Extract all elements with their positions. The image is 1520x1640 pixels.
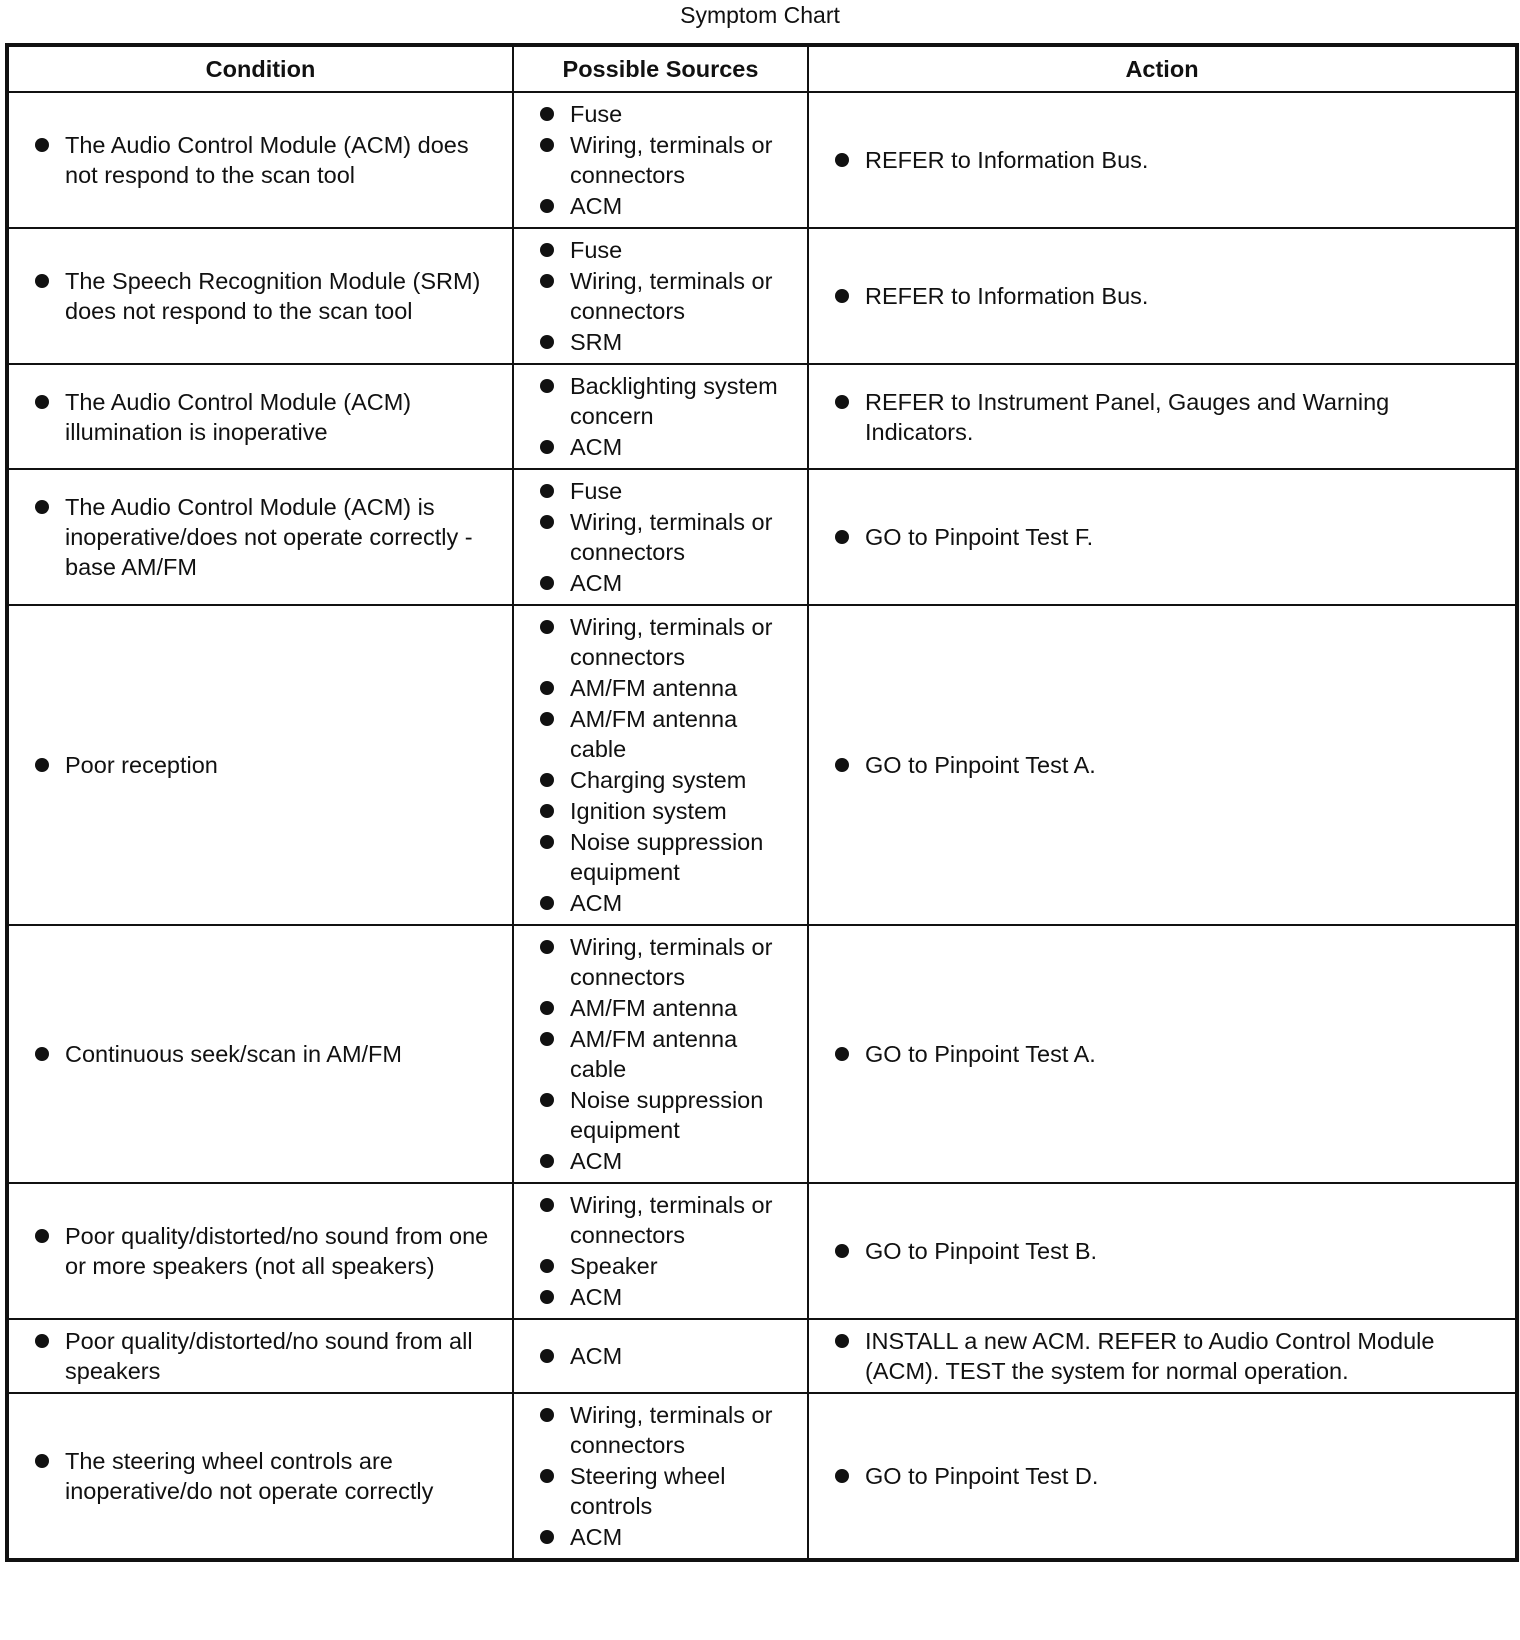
action-cell bbox=[808, 469, 1517, 605]
source-item: Charging system bbox=[536, 765, 795, 795]
source-item: Wiring, terminals or connectors bbox=[536, 1400, 795, 1460]
source-item: Wiring, terminals or connectors bbox=[536, 507, 795, 567]
action-item: GO to Pinpoint Test A. bbox=[831, 1039, 1503, 1069]
condition-list bbox=[31, 1039, 500, 1069]
sources-cell bbox=[513, 1393, 808, 1560]
source-item: Wiring, terminals or connectors bbox=[536, 1190, 795, 1250]
source-item: Wiring, terminals or connectors bbox=[536, 266, 795, 326]
source-item: ACM bbox=[536, 432, 795, 462]
sources-list bbox=[536, 235, 795, 357]
condition-cell bbox=[7, 228, 513, 364]
sources-list bbox=[536, 1190, 795, 1312]
condition-item: The Speech Recognition Module (SRM) does not respond to the scan tool bbox=[31, 266, 500, 326]
condition-cell bbox=[7, 1183, 513, 1319]
sources-cell bbox=[513, 925, 808, 1183]
table-row bbox=[7, 1393, 1517, 1560]
sources-list bbox=[536, 932, 795, 1176]
action-item: GO to Pinpoint Test B. bbox=[831, 1236, 1503, 1266]
condition-list bbox=[31, 750, 500, 780]
action-item: REFER to Instrument Panel, Gauges and Warning Indicators. bbox=[831, 387, 1503, 447]
action-list bbox=[831, 1461, 1503, 1491]
action-list bbox=[831, 387, 1503, 447]
source-item: AM/FM antenna bbox=[536, 993, 795, 1023]
table-row bbox=[7, 92, 1517, 228]
action-list bbox=[831, 1039, 1503, 1069]
condition-item: The steering wheel controls are inoperative/do not operate correctly bbox=[31, 1446, 500, 1506]
sources-cell bbox=[513, 92, 808, 228]
action-list bbox=[831, 1326, 1503, 1386]
condition-item: The Audio Control Module (ACM) illumination is inoperative bbox=[31, 387, 500, 447]
condition-list bbox=[31, 1326, 500, 1386]
sources-list bbox=[536, 1341, 795, 1371]
sources-cell bbox=[513, 364, 808, 469]
table-row bbox=[7, 228, 1517, 364]
table-row bbox=[7, 605, 1517, 925]
condition-cell bbox=[7, 469, 513, 605]
symptom-chart-table bbox=[5, 43, 1519, 1562]
action-item: REFER to Information Bus. bbox=[831, 281, 1503, 311]
source-item: ACM bbox=[536, 1522, 795, 1552]
header-row bbox=[7, 45, 1517, 92]
action-cell bbox=[808, 364, 1517, 469]
source-item: Wiring, terminals or connectors bbox=[536, 612, 795, 672]
condition-item: Poor reception bbox=[31, 750, 500, 780]
sources-list bbox=[536, 476, 795, 598]
action-cell bbox=[808, 1319, 1517, 1393]
sources-list bbox=[536, 371, 795, 462]
source-item: ACM bbox=[536, 568, 795, 598]
condition-cell bbox=[7, 605, 513, 925]
condition-item: Poor quality/distorted/no sound from one or more speakers (not all speakers) bbox=[31, 1221, 500, 1281]
action-cell bbox=[808, 228, 1517, 364]
condition-list bbox=[31, 266, 500, 326]
source-item: ACM bbox=[536, 191, 795, 221]
table-row bbox=[7, 364, 1517, 469]
condition-cell bbox=[7, 364, 513, 469]
condition-cell bbox=[7, 925, 513, 1183]
table-row bbox=[7, 1183, 1517, 1319]
sources-cell bbox=[513, 469, 808, 605]
sources-cell bbox=[513, 605, 808, 925]
action-item: REFER to Information Bus. bbox=[831, 145, 1503, 175]
source-item: Noise suppression equipment bbox=[536, 1085, 795, 1145]
condition-list bbox=[31, 1221, 500, 1281]
column-header-condition: Condition bbox=[7, 45, 513, 92]
condition-item: Continuous seek/scan in AM/FM bbox=[31, 1039, 500, 1069]
source-item: Steering wheel controls bbox=[536, 1461, 795, 1521]
condition-cell bbox=[7, 92, 513, 228]
condition-list bbox=[31, 387, 500, 447]
condition-item: The Audio Control Module (ACM) is inoperative/does not operate correctly - base AM/FM bbox=[31, 492, 500, 582]
condition-list bbox=[31, 130, 500, 190]
source-item: ACM bbox=[536, 1341, 795, 1371]
table-row bbox=[7, 1319, 1517, 1393]
source-item: AM/FM antenna cable bbox=[536, 704, 795, 764]
source-item: ACM bbox=[536, 1146, 795, 1176]
table-row bbox=[7, 469, 1517, 605]
table-body bbox=[7, 92, 1517, 1560]
condition-cell bbox=[7, 1393, 513, 1560]
condition-list bbox=[31, 1446, 500, 1506]
action-item: INSTALL a new ACM. REFER to Audio Control Module (ACM). TEST the system for normal operation. bbox=[831, 1326, 1503, 1386]
sources-cell bbox=[513, 1183, 808, 1319]
action-list bbox=[831, 145, 1503, 175]
action-list bbox=[831, 750, 1503, 780]
action-item: GO to Pinpoint Test D. bbox=[831, 1461, 1503, 1491]
action-cell bbox=[808, 605, 1517, 925]
action-cell bbox=[808, 1183, 1517, 1319]
source-item: Wiring, terminals or connectors bbox=[536, 130, 795, 190]
source-item: Wiring, terminals or connectors bbox=[536, 932, 795, 992]
source-item: Fuse bbox=[536, 476, 795, 506]
source-item: Ignition system bbox=[536, 796, 795, 826]
sources-cell bbox=[513, 1319, 808, 1393]
action-item: GO to Pinpoint Test A. bbox=[831, 750, 1503, 780]
action-cell bbox=[808, 1393, 1517, 1560]
action-cell bbox=[808, 92, 1517, 228]
condition-list bbox=[31, 492, 500, 582]
condition-item: The Audio Control Module (ACM) does not respond to the scan tool bbox=[31, 130, 500, 190]
table-row bbox=[7, 925, 1517, 1183]
action-list bbox=[831, 1236, 1503, 1266]
column-header-sources: Possible Sources bbox=[513, 45, 808, 92]
column-header-action: Action bbox=[808, 45, 1517, 92]
sources-list bbox=[536, 99, 795, 221]
page-title: Symptom Chart bbox=[680, 2, 840, 28]
source-item: Fuse bbox=[536, 235, 795, 265]
action-list bbox=[831, 281, 1503, 311]
source-item: SRM bbox=[536, 327, 795, 357]
sources-list bbox=[536, 1400, 795, 1552]
source-item: Noise suppression equipment bbox=[536, 827, 795, 887]
action-item: GO to Pinpoint Test F. bbox=[831, 522, 1503, 552]
action-list bbox=[831, 522, 1503, 552]
source-item: Backlighting system concern bbox=[536, 371, 795, 431]
source-item: ACM bbox=[536, 888, 795, 918]
condition-item: Poor quality/distorted/no sound from all speakers bbox=[31, 1326, 500, 1386]
source-item: AM/FM antenna cable bbox=[536, 1024, 795, 1084]
source-item: AM/FM antenna bbox=[536, 673, 795, 703]
action-cell bbox=[808, 925, 1517, 1183]
sources-list bbox=[536, 612, 795, 918]
sources-cell bbox=[513, 228, 808, 364]
source-item: ACM bbox=[536, 1282, 795, 1312]
condition-cell bbox=[7, 1319, 513, 1393]
source-item: Fuse bbox=[536, 99, 795, 129]
source-item: Speaker bbox=[536, 1251, 795, 1281]
